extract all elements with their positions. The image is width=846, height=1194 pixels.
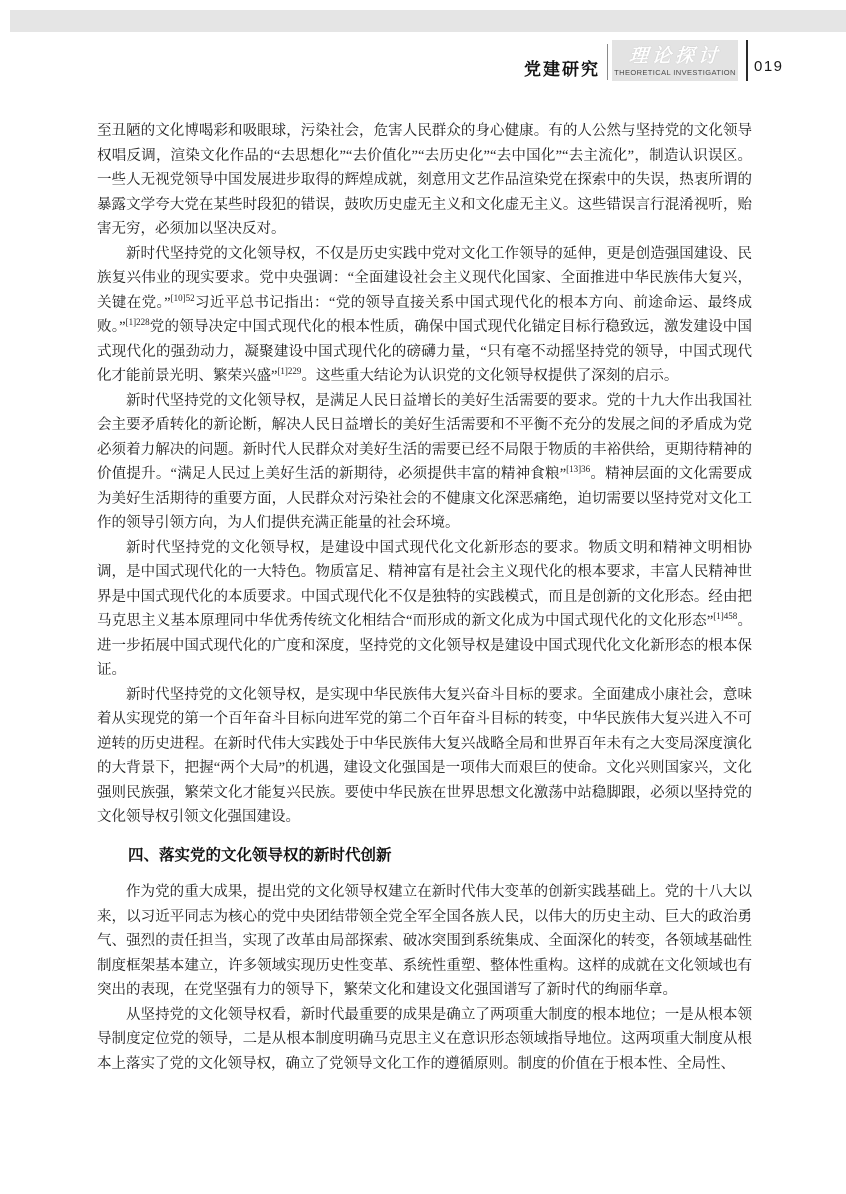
paragraph: 作为党的重大成果，提出党的文化领导权建立在新时代伟大变革的创新实践基础上。党的十八大以来，以习近平同志为核心的党中央团结带领全党全军全国各族人民，以伟大的历史主动、巨大的政治勇气、强烈的责任担当，实现了改革由局部探索、破冰突围到系统集成、全面深化的转变，各领域基础性制度框架基本建立，许多领域实现历史性变革、系统性重塑、整体性重构。这样的成就在文化领域也有突出的表现，在党坚强有力的领导下，繁荣文化和建设文化强国谱写了新时代的绚丽华章。 bbox=[97, 884, 752, 998]
paragraph-group-1 bbox=[97, 119, 752, 830]
citation-reference: [1]228 bbox=[125, 317, 150, 328]
paragraph: 新时代坚持党的文化领导权，是实现中华民族伟大复兴奋斗目标的要求。全面建成小康社会，意味着从实现党的第一个百年奋斗目标向进军党的第二个百年奋斗目标的转变，中华民族伟大复兴进入不可逆转的历史进程。在新时代伟大实践处于中华民族伟大复兴战略全局和世界百年未有之大变局深度演化的大背景下，把握“两个大局”的机遇，建设文化强国是一项伟大而艰巨的使命。文化兴则国家兴，文化强则民族强，繁荣文化才能复兴民族。要使中华民族在世界思想文化激荡中站稳脚跟，必须以坚持党的文化领导权引领文化强国建设。 bbox=[97, 686, 752, 825]
page-number: 019 bbox=[754, 58, 784, 75]
citation-reference: [10]52 bbox=[170, 292, 195, 303]
header-divider-left bbox=[607, 44, 608, 80]
column-title-english: THEORETICAL INVESTIGATION bbox=[614, 68, 736, 77]
paragraph: 新时代坚持党的文化领导权，是建设中国式现代化文化新形态的要求。物质文明和精神文明相协调，是中国式现代化的一大特色。物质富足、精神富有是社会主义现代化的根本要求，丰富人民精神世界是中国式现代化的本质要求。中国式现代化不仅是独特的实践模式，而且是创新的文化形态。经由把马克思主义基本原理同中华优秀传统文化相结合“而形成的新文化成为中国式现代化的文化形态”$^{[1]458}$。进一步拓展中国式现代化的广度和深度，坚持党的文化领导权是建设中国式现代化文化新形态的根本保证。 bbox=[97, 539, 752, 678]
paragraph: 至丑陋的文化博喝彩和吸眼球，污染社会，危害人民群众的身心健康。有的人公然与坚持党的文化领导权唱反调，渲染文化作品的“去思想化”“去价值化”“去历史化”“去中国化”“去主流化”，制造认识误区。一些人无视党领导中国发展进步取得的辉煌成就，刻意用文艺作品渲染党在探索中的失误，热衷所谓的暴露文学夸大党在某些时段犯的错误，鼓吹历史虚无主义和文化虚无主义。这些错误言行混淆视听，贻害无穷，必须加以坚决反对。 bbox=[97, 123, 752, 237]
paragraph-group-2 bbox=[97, 880, 752, 1076]
paragraph: 新时代坚持党的文化领导权，不仅是历史实践中党对文化工作领导的延伸，更是创造强国建设、民族复兴伟业的现实要求。党中央强调：“全面建设社会主义现代化国家、全面推进中华民族伟大复兴，关键在党。”$^{[10]52}$习近平总书记指出：“党的领导直接关系中国式现代化的根本方向、前途命运、最终成败。”$^{[1]228}$党的领导决定中国式现代化的根本性质，确保中国式现代化锚定目标行稳致远，激发建设中国式现代化的强劲动力，凝聚建设中国式现代化的磅礴力量，“只有毫不动摇坚持党的领导，中国式现代化才能前景光明、繁荣兴盛”$^{[1]229}$。这些重大结论为认识党的文化领导权提供了深刻的启示。 bbox=[97, 245, 753, 384]
journal-section-title: 党建研究 bbox=[524, 60, 600, 79]
section-heading: 四、落实党的文化领导权的新时代创新 bbox=[128, 846, 392, 864]
paragraph: 新时代坚持党的文化领导权，是满足人民日益增长的美好生活需要的要求。党的十九大作出我国社会主要矛盾转化的新论断，解决人民日益增长的美好生活需要和不平衡不充分的发展之间的矛盾成为党必须着力解决的问题。新时代人民群众对美好生活的需要已经不局限于物质的丰裕供给，更期待精神的价值提升。“满足人民过上美好生活的新期待，必须提供丰富的精神食粮”$^{[13]36}$。精神层面的文化需要成为美好生活期待的重要方面，人民群众对污染社会的不健康文化深恶痛绝，迫切需要以坚持党对文化工作的领导引领方向，为人们提供充满正能量的社会环境。 bbox=[97, 392, 753, 531]
top-decoration-band bbox=[10, 10, 846, 32]
column-title-calligraphy: 理论探讨 bbox=[628, 45, 722, 67]
column-title-box bbox=[612, 40, 738, 81]
paragraph: 从坚持党的文化领导权看，新时代最重要的成果是确立了两项重大制度的根本地位；一是从根本领导制度定位党的领导，二是从根本制度明确马克思主义在意识形态领域指导地位。这两项重大制度从根本上落实了党的文化领导权，确立了党领导文化工作的遵循原则。制度的价值在于根本性、全局性、 bbox=[97, 1006, 752, 1072]
citation-reference: [13]36 bbox=[566, 464, 591, 475]
citation-reference: [1]458 bbox=[713, 611, 738, 622]
article-body bbox=[97, 119, 752, 1076]
citation-reference: [1]229 bbox=[277, 366, 302, 377]
header-divider-right bbox=[746, 40, 748, 81]
